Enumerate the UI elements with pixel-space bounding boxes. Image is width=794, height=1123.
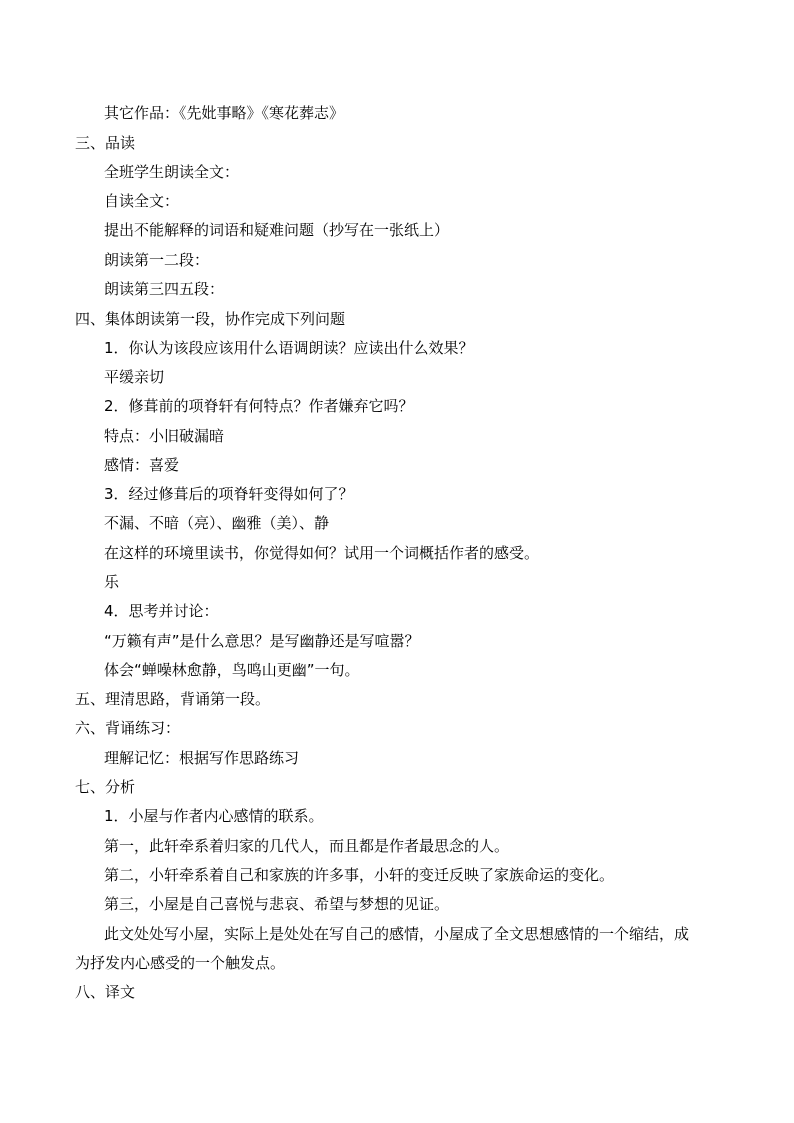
analysis-line: 第三，小屋是自己喜悦与悲哀、希望与梦想的见证。 <box>104 895 450 913</box>
text-line: 自读全文： <box>104 192 180 210</box>
analysis-line: 第二，小轩牵系着自己和家族的许多事，小轩的变迁反映了家族命运的变化。 <box>104 866 615 884</box>
text-line: 朗读第一二段： <box>104 251 210 269</box>
question-1: 1．你认为该段应该用什么语调朗读？应读出什么效果？ <box>104 339 474 357</box>
analysis-item-1: 1．小屋与作者内心感情的联系。 <box>104 807 324 825</box>
answer-line: 不漏、不暗（亮）、幽雅（美）、静 <box>104 514 330 532</box>
question-3: 3．经过修葺后的项脊轩变得如何了？ <box>104 485 354 503</box>
answer-line: 特点：小旧破漏暗 <box>104 427 225 445</box>
analysis-line: 第一，此轩牵系着归家的几代人，而且都是作者最思念的人。 <box>104 837 510 855</box>
text-line: 在这样的环境里读书，你觉得如何？试用一个词概括作者的感受。 <box>104 544 540 562</box>
section-heading-7: 七、分析 <box>75 778 136 796</box>
section-heading-3: 三、品读 <box>75 134 136 152</box>
text-line: 朗读第三四五段： <box>104 280 225 298</box>
discussion-line: “万籁有声”是什么意思？是写幽静还是写喧嚣？ <box>104 632 420 650</box>
section-heading-8: 八、译文 <box>75 983 136 1001</box>
text-line: 理解记忆：根据写作思路练习 <box>104 749 300 767</box>
text-line: 提出不能解释的词语和疑难问题（抄写在一张纸上） <box>104 221 450 239</box>
section-heading-6: 六、背诵练习： <box>75 719 181 737</box>
summary-line-continued: 为抒发内心感受的一个触发点。 <box>75 954 286 972</box>
question-4: 4．思考并讨论： <box>104 602 219 620</box>
answer-line: 乐 <box>104 573 120 591</box>
answer-line: 感情：喜爱 <box>104 456 180 474</box>
text-line: 全班学生朗读全文： <box>104 163 240 181</box>
summary-line: 此文处处写小屋，实际上是处处在写自己的感情，小屋成了全文思想感情的一个缩结，成 <box>104 925 690 943</box>
section-heading-4: 四、集体朗读第一段，协作完成下列问题 <box>75 310 346 328</box>
section-heading-5: 五、理清思路，背诵第一段。 <box>75 690 271 708</box>
question-2: 2．修葺前的项脊轩有何特点？作者嫌弃它吗？ <box>104 397 414 415</box>
text-line-other-works: 其它作品：《先妣事略》《寒花葬志》 <box>104 104 345 122</box>
answer-line: 平缓亲切 <box>104 368 165 386</box>
discussion-line: 体会“蝉噪林愈静，鸟鸣山更幽”一句。 <box>104 661 360 679</box>
